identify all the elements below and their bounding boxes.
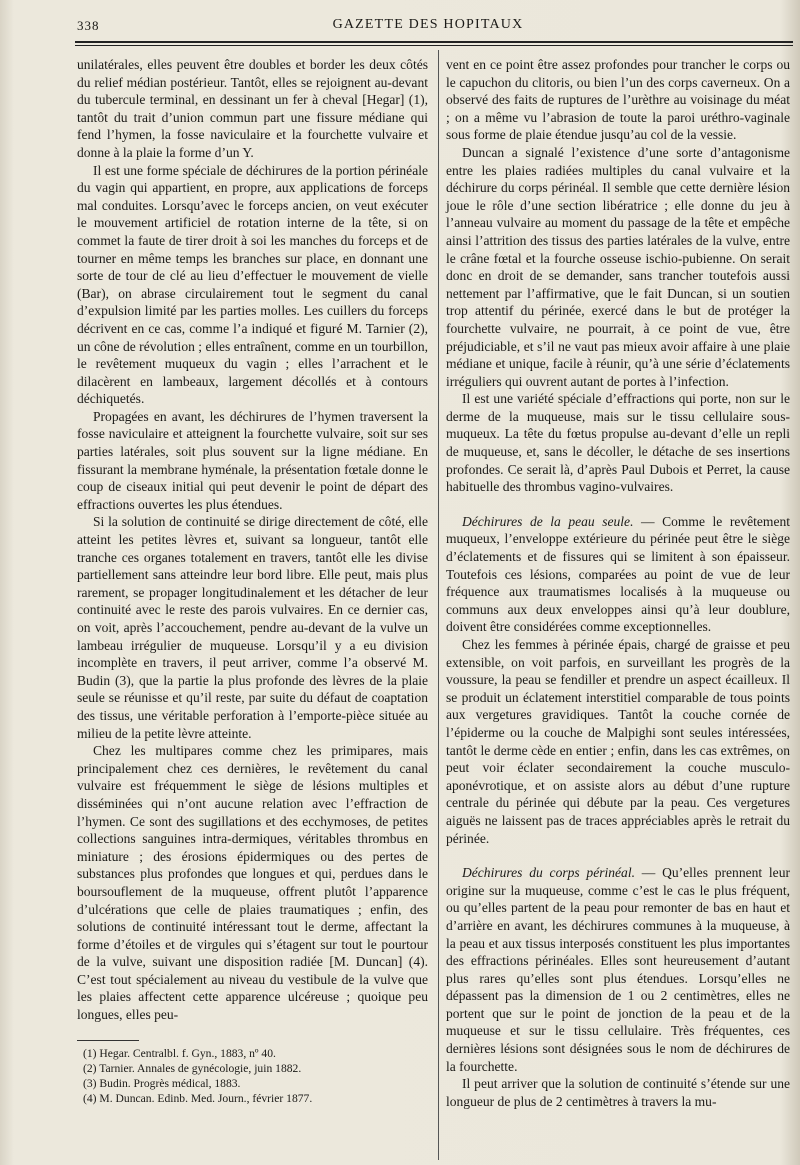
section-heading: Déchirures de la peau seule. xyxy=(462,513,634,529)
section-heading: Déchirures du corps périnéal. xyxy=(462,865,635,881)
footnote-rule xyxy=(77,1040,139,1041)
paragraph: Duncan a signalé l’existence d’une sorte d’antagonisme entre les plaies radiées multiples du canal vulvaire et la déchirure du corps périnéal. Il semble que cette dernière lésion joue le rôle d’une section libératrice ; elle donne du jeu à l’anneau vulvaire au moment du passage de la tête et empêche ainsi l’attrition des tissus des parties latérales de la vulve, entre le crâne fœtal et la fourche osseuse ischio-pubienne. On serait donc en droit de se demander, sans trancher toutefois aussi nettement par l’affirmative, que le fait Duncan, si un soutien trop attentif du périnée, exercé dans le but de protéger la fourchette vulvaire, ne pourrait, à ce point de vue, être préjudiciable, et s’il ne vaut pas mieux avoir affaire à une plaie médiane et unique, facile à réunir, qu’à une série d’éclatements irréguliers qui ouvrent autant de portes à l’infection. xyxy=(446,144,790,389)
paragraph: Il peut arriver que la solution de continuité s’étende sur une longueur de plus de 2 centimètres à travers la mu- xyxy=(446,1076,790,1109)
paragraph: Si la solution de continuité se dirige directement de côté, elle atteint les petites lèvres et, suivant sa longueur, tantôt elle tranche ces organes totalement en travers, tantôt elle les divise partiellement sans atteindre leur bord libre. Elle peut, mais plus rarement, se propager longitudinalement et les détacher de leur continuité avec le reste des parois vulvaires. En ce dernier cas, on voit, après l’accouchement, pendre au-devant de la vulve un lambeau irrégulier de muqueuse. Lorsqu’il y a eu division incomplète en travers, il peut arriver, comme l’a observé M. Budin (3), que la partie la plus profonde des lèvres de la plaie seule se réunisse et qu’il reste, par suite du défaut de coaptation des tissus, une véritable perforation à l’emporte-pièce située au milieu de la petite lèvre atteinte. xyxy=(77,514,428,741)
page-header xyxy=(62,14,794,36)
paragraph: vent en ce point être assez profondes pour trancher le corps ou le capuchon du clitoris, ou bien l’un des corps caverneux. On a observé des faits de ruptures de l’urèthre au voisinage du méat ; on a même vu l’abrasion de toute la paroi uréthro-vaginale sous forme de plaie étendue jusqu’au col de la vessie. xyxy=(446,57,790,143)
paragraph-text: — Comme le revêtement muqueux, l’enveloppe extérieure du périnée peut être le siège d’éclatements et de fissures qui se limitent à son épaisseur. Toutefois ces lésions, comparées au point de vue de leur fréquence aux traumatismes localisés à la muqueuse ou communs aux deux enveloppes ainsi qu’à leur doublure, doivent être considérées comme exceptionnelles. xyxy=(446,513,790,635)
page-number: 338 xyxy=(77,18,100,33)
paragraph-text: — Qu’elles prennent leur origine sur la muqueuse, comme c’est le cas le plus fréquent, ou qu’elles partent de la peau pour remonter de bas en haut et d’arrière en avant, les déchirures communes à la muqueuse, à la peau et aux tissus interposés constituent les plus importantes des effractions périnéales. Elles sont heureusement d’autant plus rares qu’elles sont plus étendues. Lorsqu’elles ne dépassent pas la dimension de 1 ou 2 centimètres, elles ne portent que sur le point de jonction de la peau et de la muqueuse et sur le tissu cellulaire. Très fréquentes, ces dernières lésions sont désignées sous le nom de déchirures de la fourchette. xyxy=(446,865,790,1074)
column-divider xyxy=(438,50,439,1160)
paragraph: Chez les femmes à périnée épais, chargé de graisse et peu extensible, on voit parfois, en surveillant les progrès de la voussure, la peau se fendiller et prendre un aspect écailleux. Il se produit un éclatement interstitiel comparable de tous points aux vergetures gravidiques. Tantôt la couche cornée de l’épiderme ou la couche de Malpighi sont seules intéressées, tantôt le derme cède en entier ; enfin, dans les cas extrêmes, on peut voir éclater secondairement la couche musculo-aponévrotique, et on assiste alors au début d’une rupture centrale du périnée qui débute par la peau. Ces vergetures aiguës ne laissent pas de traces appréciables après le retrait du périnée. xyxy=(446,637,790,846)
footnote: (2) Tarnier. Annales de gynécologie, juin 1882. xyxy=(83,1061,302,1075)
header-rule-thick xyxy=(75,41,793,43)
paragraph: unilatérales, elles peuvent être doubles et border les deux côtés du relief médian postérieur. Tantôt, elles se rejoignent au-devant du tubercule terminal, en dessinant un fer à cheval [Hegar] (1), tantôt du trait d’union commun part une fissure médiane qui fend l’hymen, la fosse naviculaire et la fourchette vulvaire et donne à la plaie la forme d’un Y. xyxy=(77,57,428,160)
paragraph: Propagées en avant, les déchirures de l’hymen traversent la fosse naviculaire et atteignent la fourchette vulvaire, soit sur ses parties latérales, soit plus souvent sur la ligne médiane. En fissurant la membrane hyménale, la présentation fœtale donne le coup de ciseaux initial qui peut devenir le point de départ des effractions ouvertes les plus étendues. xyxy=(77,408,428,512)
paragraph: Chez les multipares comme chez les primipares, mais principalement chez ces dernières, le revêtement du canal vulvaire est fréquemment le siège de lésions multiples et disséminées qui n’ont aucune relation avec l’effraction de l’hymen. Ce sont des sugillations et des ecchymoses, de petites collections sanguines intra-dermiques, véritables thrombus en miniature ; des érosions épidermiques ou des pertes de substances plus profondes que longues et qui, perdues dans le boursouflement de la muqueuse, offrent plutôt l’apparence d’ulcérations que celle de plaies traumatiques ; enfin, des solutions de continuité intéressant tout le derme, affectant la forme d’étoiles et de virgules qui s’étagent sur tout le pourtour de la vulve, suivant une disposition radiée [M. Duncan] (4). C’est tout spécialement au niveau du vestibule de la vulve que les plaies affectent cette apparence ulcéreuse ; quoique peu longues, elles peu- xyxy=(77,743,428,1023)
footnote: (1) Hegar. Centralbl. f. Gyn., 1883, nº 40. xyxy=(83,1046,276,1060)
section-paragraph xyxy=(446,513,790,636)
paragraph: Il est une variété spéciale d’effractions qui porte, non sur le derme de la muqueuse, mais sur le tissu cellulaire sous-muqueux. La tête du fœtus propulse au-devant d’elle un repli de muqueuse, et, sans le décoller, le détache de ses insertions profondes. Ce serait là, d’après Paul Dubois et Perret, la cause habituelle des thrombus vagino-vulvaires. xyxy=(446,391,790,495)
footnote: (3) Budin. Progrès médical, 1883. xyxy=(83,1076,241,1090)
header-rule-thin xyxy=(75,45,793,46)
section-paragraph xyxy=(446,864,790,1075)
paragraph: Il est une forme spéciale de déchirures de la portion périnéale du vagin qui appartient, en propre, aux applications de forceps mal conduites. Lorsqu’avec le forceps ancien, on veut exécuter le mouvement artificiel de rotation interne de la tête, si on commet la faute de tirer droit à soi les manches du forceps et de tourner en même temps les branches sur place, en donnant une sorte de tour de clé au lieu d’effectuer le mouvement de vielle (Bar), on abrase circulairement tout le segment du canal d’expulsion limité par les parties molles. Les cuillers du forceps décrivent en ce cas, comme l’a indiqué et figuré M. Tarnier (2), un cône de révolution ; elles entraînent, comme en un tourbillon, le revêtement muqueux du vagin ; elles l’arrachent et le dilacèrent en lambeaux, largement décollés et à contours déchiquetés. xyxy=(77,162,428,407)
footnote: (4) M. Duncan. Edinb. Med. Journ., février 1877. xyxy=(83,1091,313,1105)
right-column xyxy=(446,56,790,1110)
running-title: GAZETTE DES HOPITAUX xyxy=(332,17,524,32)
left-column xyxy=(77,56,428,1106)
